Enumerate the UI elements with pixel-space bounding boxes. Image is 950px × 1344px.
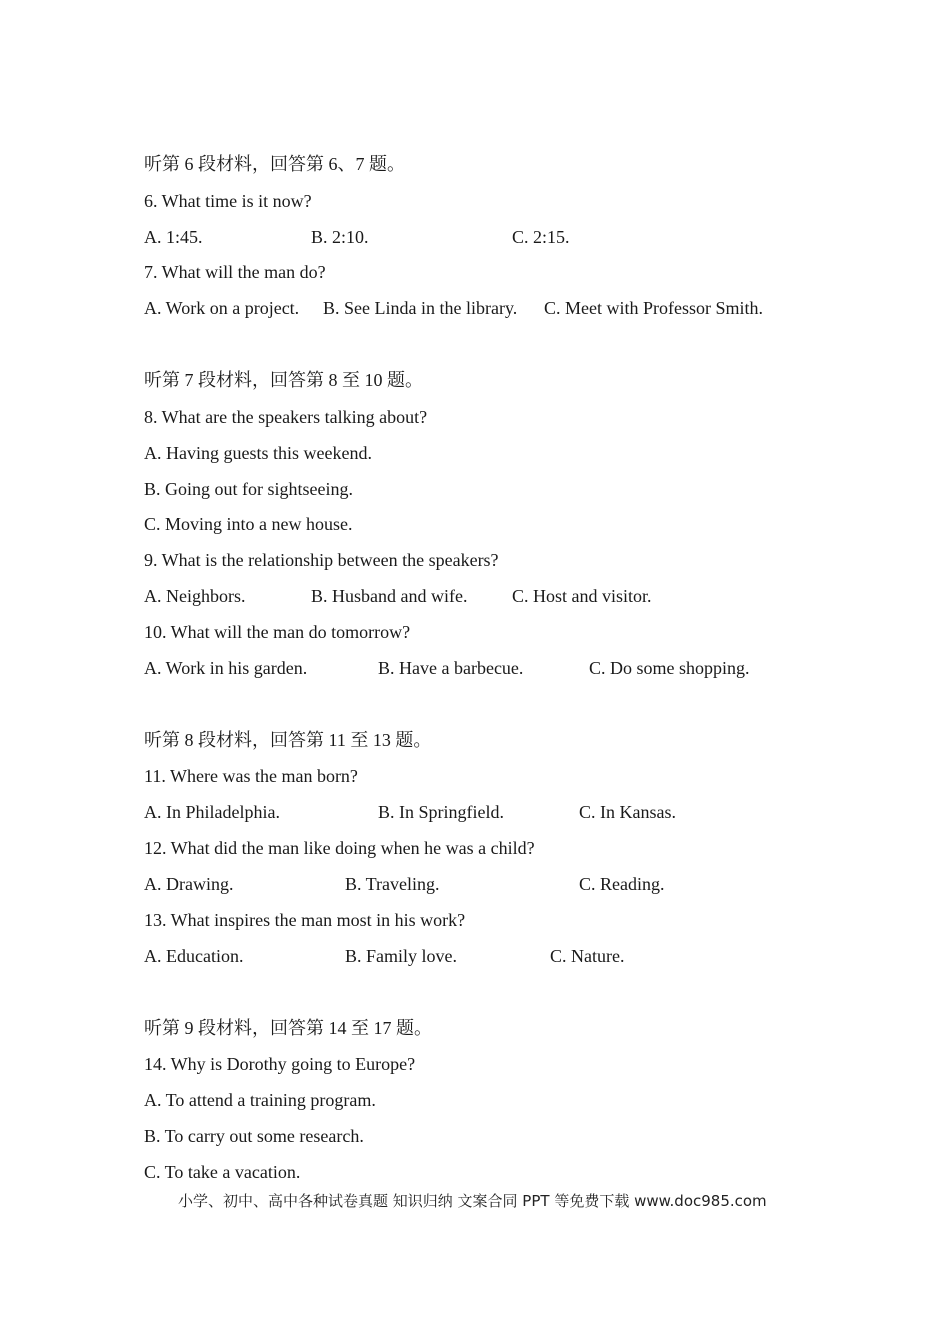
section-heading: 听第 8 段材料，回答第 11 至 13 题。 bbox=[144, 730, 432, 750]
option-a: A. Work in his garden. bbox=[144, 658, 308, 678]
question-text: 13. What inspires the man most in his work? bbox=[144, 910, 466, 930]
question-text: 14. Why is Dorothy going to Europe? bbox=[144, 1054, 416, 1074]
question-text: 6. What time is it now? bbox=[144, 191, 312, 211]
option-a: A. 1:45. bbox=[144, 227, 203, 247]
question-text: 9. What is the relationship between the speakers? bbox=[144, 550, 499, 570]
option-b: B. 2:10. bbox=[311, 227, 369, 247]
option-b: B. Family love. bbox=[345, 946, 457, 966]
question-text: 7. What will the man do? bbox=[144, 262, 326, 282]
option-c: C. To take a vacation. bbox=[144, 1162, 301, 1182]
option-c: C. Do some shopping. bbox=[589, 658, 750, 678]
option-a: A. Education. bbox=[144, 946, 244, 966]
option-b: B. Traveling. bbox=[345, 874, 440, 894]
question-text: 8. What are the speakers talking about? bbox=[144, 407, 428, 427]
option-b: B. In Springfield. bbox=[378, 802, 504, 822]
question-text: 11. Where was the man born? bbox=[144, 766, 358, 786]
option-c: C. Reading. bbox=[579, 874, 665, 894]
option-c: C. Moving into a new house. bbox=[144, 514, 353, 534]
option-a: A. Drawing. bbox=[144, 874, 234, 894]
option-c: C. Host and visitor. bbox=[512, 586, 652, 606]
option-c: C. In Kansas. bbox=[579, 802, 676, 822]
option-c: C. Meet with Professor Smith. bbox=[544, 298, 763, 318]
option-b: B. See Linda in the library. bbox=[323, 298, 518, 318]
option-c: C. 2:15. bbox=[512, 227, 570, 247]
option-b: B. To carry out some research. bbox=[144, 1126, 364, 1146]
option-a: A. Neighbors. bbox=[144, 586, 246, 606]
section-heading: 听第 6 段材料，回答第 6、7 题。 bbox=[144, 154, 405, 174]
option-b: B. Have a barbecue. bbox=[378, 658, 524, 678]
section-heading: 听第 9 段材料，回答第 14 至 17 题。 bbox=[144, 1018, 432, 1038]
question-text: 12. What did the man like doing when he was a child? bbox=[144, 838, 535, 858]
section-heading: 听第 7 段材料，回答第 8 至 10 题。 bbox=[144, 370, 423, 390]
option-b: B. Going out for sightseeing. bbox=[144, 479, 353, 499]
option-a: A. Having guests this weekend. bbox=[144, 443, 372, 463]
option-a: A. In Philadelphia. bbox=[144, 802, 280, 822]
option-a: A. To attend a training program. bbox=[144, 1090, 376, 1110]
question-text: 10. What will the man do tomorrow? bbox=[144, 622, 411, 642]
footer-watermark: 小学、初中、高中各种试卷真题 知识归纳 文案合同 PPT 等免费下载 www.doc985.com bbox=[178, 1192, 767, 1210]
option-b: B. Husband and wife. bbox=[311, 586, 468, 606]
option-c: C. Nature. bbox=[550, 946, 625, 966]
option-a: A. Work on a project. bbox=[144, 298, 300, 318]
